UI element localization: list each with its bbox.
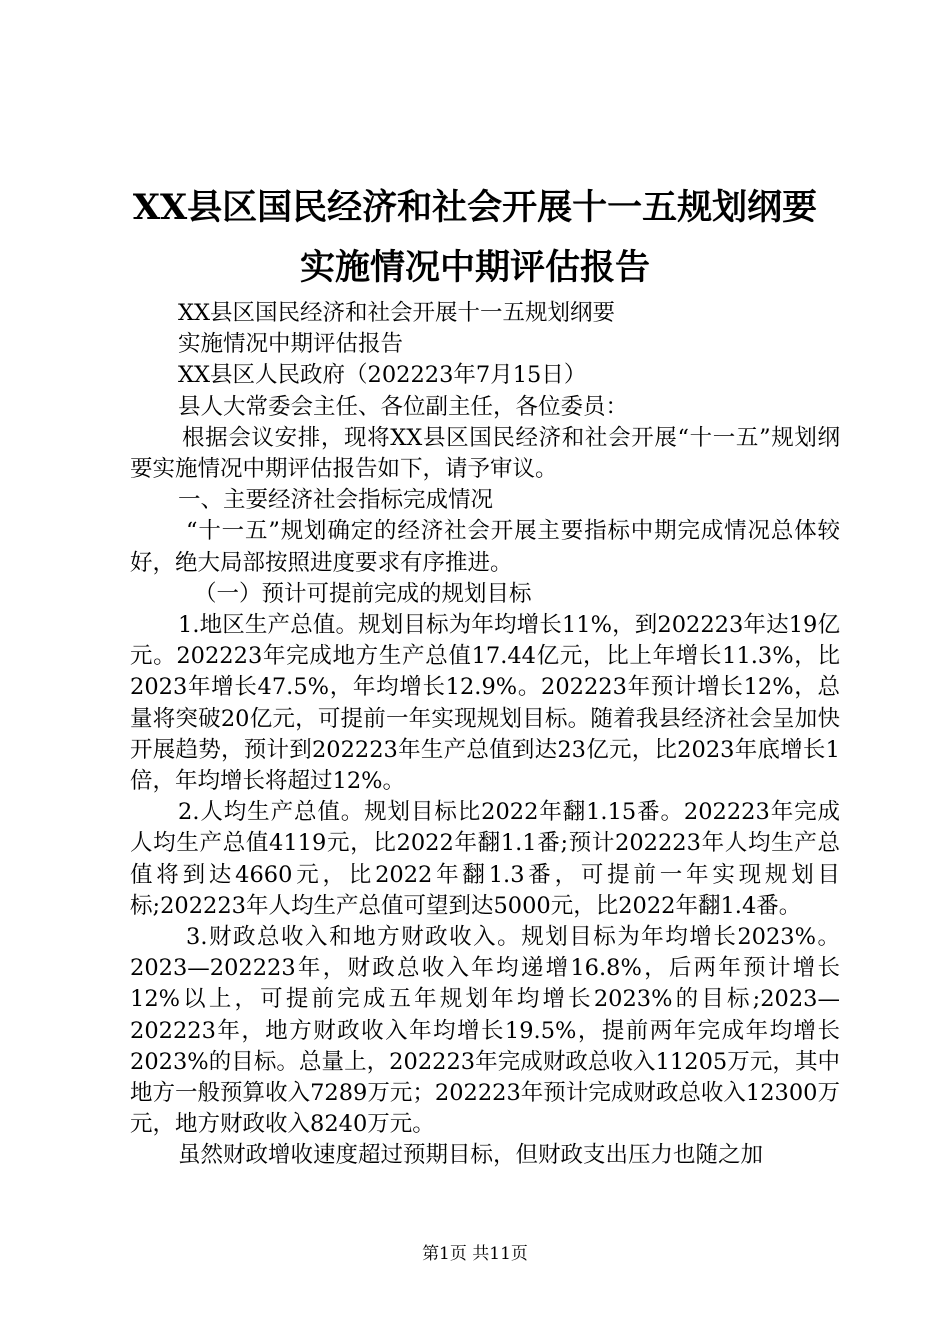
paragraph-overview: “十一五”规划确定的经济社会开展主要指标中期完成情况总体较好，绝大局部按照进度要求有序推进。 (130, 518, 840, 576)
subsection-heading-1: （一）预计可提前完成的规划目标 (194, 580, 532, 607)
paragraph-item-2: 2.人均生产总值。规划目标比2022年翻1.15番。202223年完成人均生产总值4119元，比2022年翻1.1番;预计202223年人均生产总值将到达4660元，比2022年翻1.3番，可提前一年实现规划目标;202223年人均生产总值可望到达5000元，比2022年翻1.4番。 (130, 799, 840, 919)
paragraph-issuer: XX县区人民政府（202223年7月15日） (178, 362, 587, 389)
paragraph-salutation: 县人大常委会主任、各位副主任，各位委员： (178, 393, 629, 420)
document-title-line-1: XX县区国民经济和社会开展十一五规划纲要 (132, 187, 818, 228)
paragraph-continuation: 虽然财政增收速度超过预期目标，但财政支出压力也随之加 (178, 1142, 764, 1169)
document-body (130, 298, 840, 1172)
section-heading-1: 一、主要经济社会指标完成情况 (178, 487, 494, 514)
page-footer: 第1页 共11页 (422, 1244, 528, 1264)
document-title-line-2: 实施情况中期评估报告 (299, 247, 650, 288)
paragraph-item-1: 1.地区生产总值。规划目标为年均增长11%，到202223年达19亿元。202223年完成地方生产总值17.44亿元，比上年增长11.3%，比2023年增长47.5%，年均增长12.9%。202223年预计增长12%，总量将突破20亿元，可提前一年实现规划目标。随着我县经济社会呈加快开展趋势，预计到202223年生产总值到达23亿元，比2023年底增长1倍，年均增长将超过12%。 (130, 612, 840, 795)
paragraph-subtitle-2: 实施情况中期评估报告 (178, 331, 404, 358)
paragraph-item-3: 3.财政总收入和地方财政收入。规划目标为年均增长2023%。2023—202223年，财政总收入年均递增16.8%，后两年预计增长12%以上，可提前完成五年规划年均增长2023%的目标;2023—202223年，地方财政收入年均增长19.5%，提前两年完成年均增长2023%的目标。总量上，202223年完成财政总收入11205万元，其中地方一般预算收入7289万元；202223年预计完成财政总收入12300万元，地方财政收入8240万元。 (130, 924, 840, 1138)
paragraph-subtitle-1: XX县区国民经济和社会开展十一五规划纲要 (178, 300, 616, 326)
paragraph-intro: 根据会议安排，现将XX县区国民经济和社会开展“十一五”规划纲要实施情况中期评估报告如下，请予审议。 (130, 424, 840, 483)
